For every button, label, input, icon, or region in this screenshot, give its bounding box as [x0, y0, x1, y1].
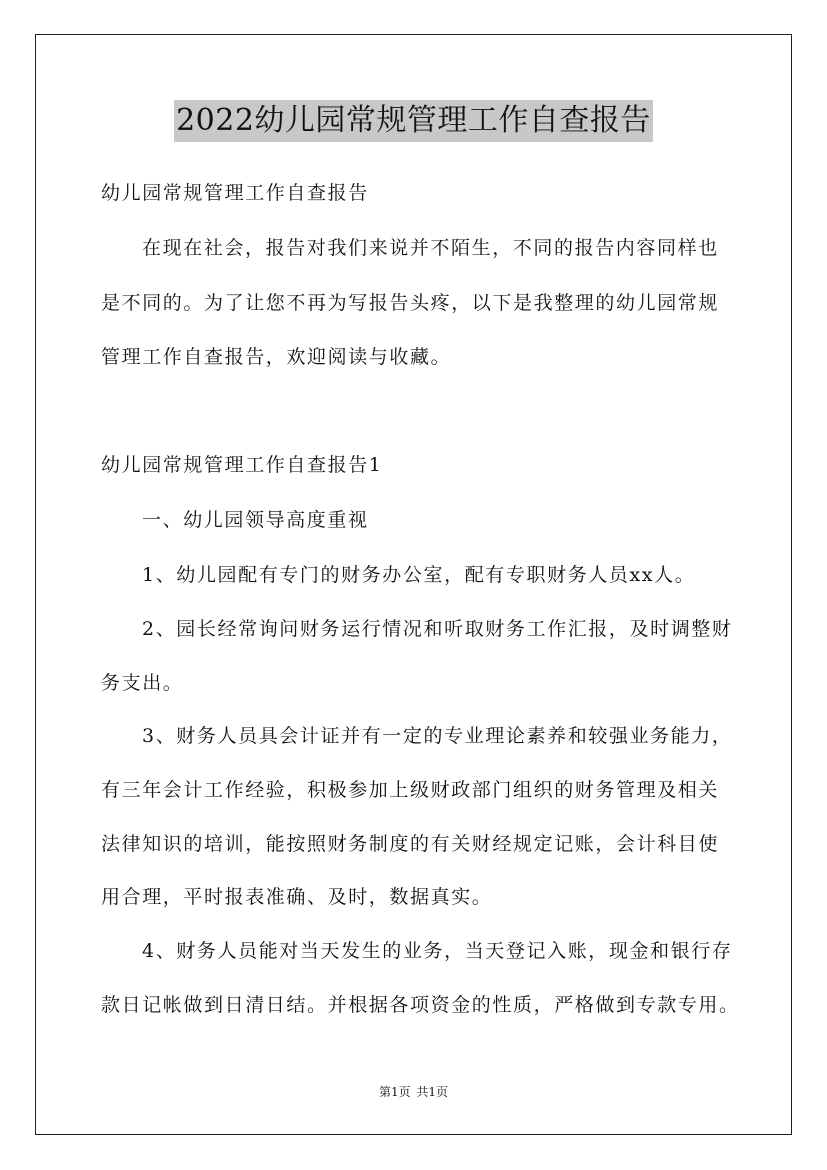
item-3-line: 3、财务人员具会计证并有一定的专业理论素养和较强业务能力，: [142, 725, 733, 747]
item-4-line: 款日记帐做到日清日结。并根据各项资金的性质，严格做到专款专用。: [101, 994, 740, 1016]
item-3-line: 用合理，平时报表准确、及时，数据真实。: [101, 886, 493, 908]
page-total: 共1页: [416, 1085, 449, 1099]
title-container: [0, 100, 827, 142]
document-title: 2022幼儿园常规管理工作自查报告: [174, 100, 653, 142]
part-heading: 一、幼儿园领导高度重视: [142, 509, 369, 531]
item-3-line: 法律知识的培训，能按照财务制度的有关财经规定记账，会计科目使: [101, 833, 720, 855]
section-heading: 幼儿园常规管理工作自查报告1: [101, 454, 383, 476]
page-footer: [0, 1084, 827, 1100]
item-3-line: 有三年会计工作经验，积极参加上级财政部门组织的财务管理及相关: [101, 779, 720, 801]
item-4-line: 4、财务人员能对当天发生的业务，当天登记入账，现金和银行存: [142, 940, 733, 962]
intro-line: 管理工作自查报告，欢迎阅读与收藏。: [101, 346, 452, 368]
document-subtitle: 幼儿园常规管理工作自查报告: [101, 182, 369, 204]
item-1-line: 1、幼儿园配有专门的财务办公室，配有专职财务人员xx人。: [142, 564, 696, 586]
intro-line: 在现在社会，报告对我们来说并不陌生，不同的报告内容同样也: [142, 237, 719, 259]
intro-line: 是不同的。为了让您不再为写报告头疼，以下是我整理的幼儿园常规: [101, 292, 720, 314]
item-2-line: 务支出。: [101, 672, 184, 694]
page-number: 第1页: [378, 1085, 411, 1099]
item-2-line: 2、园长经常询问财务运行情况和听取财务工作汇报，及时调整财: [142, 618, 733, 640]
